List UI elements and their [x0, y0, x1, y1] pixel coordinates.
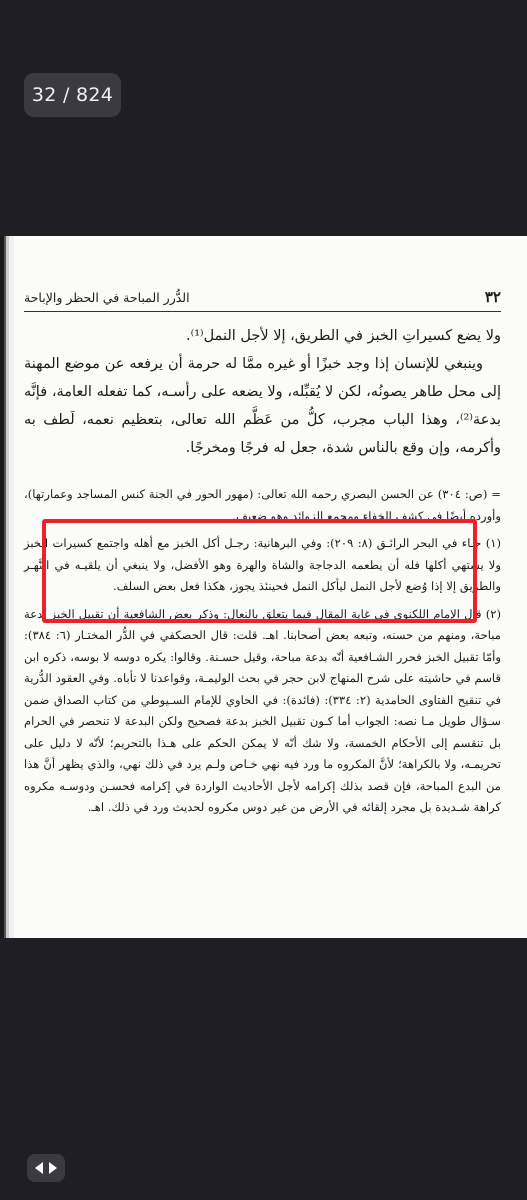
page-binding-shadow [0, 236, 14, 938]
footnote-continuation: = (ص: ٣٠٤) عن الحسن البصري رحمه الله تعالى: (مهور الحور في الجنة كنس المساجد وعمارتها)، وأورده أيضًا في كشف الخفاء ومجمع الزوائد وهو ضعيف. [24, 487, 501, 523]
footnote-2: (٢) قال الإمام اللكنوي في غاية المقال فيما يتعلق بالنعال: وذكر بعض الشافعية أن تقبيل الخبز بدعة مباحة، ومنهم من حسنه، وتبعه بعض أصحابنا. اهـ. قلت: قال الحصكفي في الدُّر المختـار (٦: ٣٨٤): وأمّا تقبيل الخبز فحرر الشـافعية أنّه بدعة مباحة، وقيل حسـنة. وقالوا: يكره دوسه لا بوسه، ذكره ابن قاسم في حاشيته على شرح المنهاج لابن حجر في بحث الوليمـة، وقواعدنا لا تأباه. وفي العقود الدُّرية في تنقيح الفتاوى الحامدية (٢: ٣٣٤): (فائدة): في الحاوي للإمام السـيوطي من كتاب الصداق ضمن سـؤال طويل مـا نصه: الجواب أما كـون تقبيل الخبز بدعة فصحيح ولكن البدعة لا تنحصر في الحرام بل تنقسم إلى الأحكام الخمسة، ولا شك أنّه لا يمكن الحكم على هـذا بالتحريم؛ لأنّه لا دليل على تحريمـه، ولا بالكراهة؛ لأنَّ المكروه ما ورد فيه نهي خـاص ولـم يرد في ذلك نهي، والذي يظهر أنَّ هذا من البدع المباحة، فإن قصد بذلك إكرامه لأجل الأحاديث الواردة في إكرامه فحسـن ودوسـه مكروه كراهة شـديدة بل مجرد إلقائه في الأرض من غير دوس مكروه لحديث ورد في ذلك. اهـ. [24, 606, 502, 814]
next-arrow-icon[interactable] [48, 1162, 57, 1174]
running-header [24, 288, 501, 310]
running-title: الدُّرر المباحة في الحظر والإباحة [24, 290, 190, 305]
page-nav-control[interactable] [27, 1154, 65, 1182]
header-rule [24, 311, 501, 312]
footnote-1: (١) جـاء في البحر الرائـق (٨: ٢٠٩): وفي البرهانية: رجـل أكل الخبز مع أهله واجتمع كسيرات الخبز ولا يشتهي أكلها فله أن يطعمه الدجاجة والشاة والهرة وهو الأفضل، ولا ينبغي أن يلقيـه في النَّهـر والطريق إلا إذا وُضع لأجل النمل ليأكل النمل فحينئذ يجوز، هكذا فعل بعض السلف. [24, 536, 501, 593]
page-content [24, 236, 501, 938]
page-counter: 32 / 824 [24, 73, 121, 117]
highlight-annotation [42, 519, 477, 623]
previous-arrow-icon[interactable] [35, 1162, 44, 1174]
paragraph: وينبغي للإنسان إذا وجد خبزًا أو غيره ممَّا له حرمة أن يرفعه عن موضع المهنة إلى محل طاهر يصونُه، لكن لا يُقبِّله، ولا يضعه على رأسـه، كما تفعله العامة، فإنَّه بدعة⁽²⁾، وهذا الباب مجرب، كلُّ من عَظَّم الله تعالى، بتعظيم نعمه، لَطف به وأكرمه، وإن وقع بالناس شدة، جعل له فرجًا ومخرجًا. [24, 356, 501, 456]
paragraph: ولا يضع كسيراتِ الخبز في الطريق، إلا لأجل النمل⁽¹⁾. [186, 328, 501, 344]
main-text [24, 322, 501, 462]
page-number: ٣٢ [484, 288, 501, 306]
document-page[interactable] [0, 236, 527, 938]
